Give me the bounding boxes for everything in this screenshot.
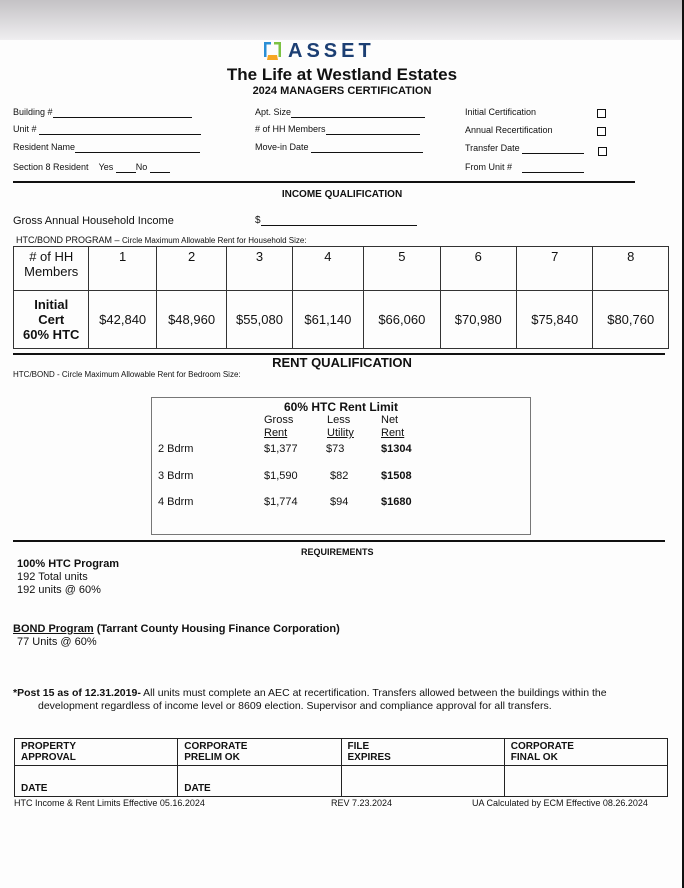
net-rent-value[interactable]: $1508 — [381, 470, 412, 482]
annual-recertification-checkbox[interactable] — [597, 127, 606, 136]
divider — [13, 540, 665, 542]
gross-income-field: $ — [255, 215, 417, 226]
hh-members-header: # of HH Members — [14, 247, 89, 291]
transfer-date-field: Transfer Date — [465, 143, 584, 154]
resident-name-field: Resident Name — [13, 142, 200, 153]
rent-program-note: HTC/BOND - Circle Maximum Allowable Rent for Bedroom Size: — [13, 370, 241, 379]
net-rent-header: Net Rent — [381, 414, 405, 439]
income-limit-cell[interactable]: $75,840 — [517, 291, 593, 349]
resident-name-input[interactable] — [75, 143, 200, 153]
move-in-date-field: Move-in Date — [255, 142, 423, 153]
gross-rent-value: $1,377 — [264, 443, 298, 455]
logo-wordmark: ASSET — [288, 40, 375, 62]
bond-units-60: 77 Units @ 60% — [17, 636, 97, 648]
building-field: Building # — [13, 107, 192, 118]
corporate-final-cell[interactable] — [504, 766, 667, 797]
household-size-cell: 3 — [227, 247, 292, 291]
bedroom-label: 2 Bdrm — [158, 443, 194, 455]
post15-note-continued: development regardless of income level or 8609 election. Supervisor and compliance approval for all transfers. — [38, 700, 552, 712]
page-title: The Life at Westland Estates — [226, 65, 458, 84]
bond-program-title: BOND Program (Tarrant County Housing Finance Corporation) — [13, 623, 340, 635]
footer-income-limits: HTC Income & Rent Limits Effective 05.16.2024 — [14, 798, 205, 808]
gross-income-label: Gross Annual Household Income — [13, 215, 174, 227]
transfer-date-input[interactable] — [522, 144, 584, 154]
file-expires-header: FILE EXPIRES — [341, 739, 504, 766]
gross-rent-value: $1,774 — [264, 496, 298, 508]
household-size-cell: 4 — [292, 247, 363, 291]
household-size-row — [14, 247, 669, 291]
rent-limit-title: 60% HTC Rent Limit — [283, 400, 398, 414]
net-rent-value[interactable]: $1304 — [381, 443, 412, 455]
gross-rent-header: Gross Rent — [264, 414, 294, 439]
hh-members-input[interactable] — [326, 125, 420, 135]
corporate-prelim-header: CORPORATE PRELIM OK — [178, 739, 341, 766]
household-size-cell: 2 — [156, 247, 226, 291]
income-program-note: HTC/BOND PROGRAM – Circle Maximum Allowable Rent for Household Size: — [16, 235, 307, 245]
asset-logo-icon — [262, 40, 284, 62]
household-size-cell: 5 — [364, 247, 440, 291]
household-size-cell: 6 — [440, 247, 516, 291]
post15-note: *Post 15 as of 12.31.2019- All units must complete an AEC at recertification. Transfers allowed between the buildings within the — [13, 687, 607, 699]
htc-total-units: 192 Total units — [17, 571, 88, 583]
property-approval-date-cell[interactable]: DATE — [15, 766, 178, 797]
section8-field: Section 8 Resident Yes No — [13, 162, 170, 173]
rent-qualification-heading: RENT QUALIFICATION — [272, 355, 412, 370]
household-size-cell: 7 — [517, 247, 593, 291]
section8-yes-input[interactable] — [116, 163, 136, 173]
income-limit-cell[interactable]: $80,760 — [593, 291, 669, 349]
utility-value: $82 — [330, 470, 349, 482]
page-subtitle: 2024 MANAGERS CERTIFICATION — [252, 85, 432, 97]
income-qualification-heading: INCOME QUALIFICATION — [281, 189, 403, 200]
building-input[interactable] — [53, 108, 192, 118]
move-in-date-input[interactable] — [311, 143, 423, 153]
income-limits-table — [13, 246, 669, 349]
initial-cert-header: Initial Cert 60% HTC — [14, 291, 89, 349]
initial-certification-checkbox[interactable] — [597, 109, 606, 118]
footer-revision: REV 7.23.2024 — [331, 798, 393, 808]
income-limit-cell[interactable]: $66,060 — [364, 291, 440, 349]
gross-rent-value: $1,590 — [264, 470, 298, 482]
unit-input[interactable] — [39, 125, 201, 135]
initial-certification-label: Initial Certification — [465, 107, 537, 117]
utility-value: $73 — [326, 443, 345, 455]
footer-ua-calculated: UA Calculated by ECM Effective 08.26.2024 — [472, 798, 648, 808]
household-size-cell: 8 — [593, 247, 669, 291]
from-unit-input[interactable] — [522, 163, 584, 173]
divider — [13, 181, 635, 183]
viewer-top-bar — [0, 0, 684, 40]
section8-no-input[interactable] — [150, 163, 170, 173]
utility-value: $94 — [330, 496, 349, 508]
transfer-checkbox[interactable] — [598, 147, 607, 156]
gross-income-input[interactable] — [261, 215, 417, 226]
income-limit-cell[interactable]: $70,980 — [440, 291, 516, 349]
property-approval-header: PROPERTY APPROVAL — [15, 739, 178, 766]
bedroom-label: 4 Bdrm — [158, 496, 194, 508]
income-limit-cell[interactable]: $61,140 — [292, 291, 363, 349]
corporate-prelim-date-cell[interactable]: DATE — [178, 766, 341, 797]
net-rent-value[interactable]: $1680 — [381, 496, 412, 508]
unit-field: Unit # — [13, 124, 201, 135]
income-limit-cell[interactable]: $55,080 — [227, 291, 292, 349]
from-unit-field: From Unit # — [465, 162, 584, 173]
file-expires-cell[interactable] — [341, 766, 504, 797]
income-limit-row — [14, 291, 669, 349]
apt-size-field: Apt. Size — [255, 107, 425, 118]
income-limit-cell[interactable]: $42,840 — [89, 291, 156, 349]
rent-limit-box — [151, 397, 531, 535]
bedroom-label: 3 Bdrm — [158, 470, 194, 482]
htc-units-60: 192 units @ 60% — [17, 584, 101, 596]
asset-logo — [262, 40, 380, 62]
income-limit-cell[interactable]: $48,960 — [156, 291, 226, 349]
requirements-heading: REQUIREMENTS — [301, 547, 374, 557]
annual-recertification-label: Annual Recertification — [465, 125, 553, 135]
htc-program-title: 100% HTC Program — [17, 558, 120, 570]
apt-size-input[interactable] — [291, 108, 425, 118]
hh-members-field: # of HH Members — [255, 124, 420, 135]
less-utility-header: Less Utility — [327, 414, 354, 439]
corporate-final-header: CORPORATE FINAL OK — [504, 739, 667, 766]
approvals-table — [14, 738, 668, 797]
household-size-cell: 1 — [89, 247, 156, 291]
